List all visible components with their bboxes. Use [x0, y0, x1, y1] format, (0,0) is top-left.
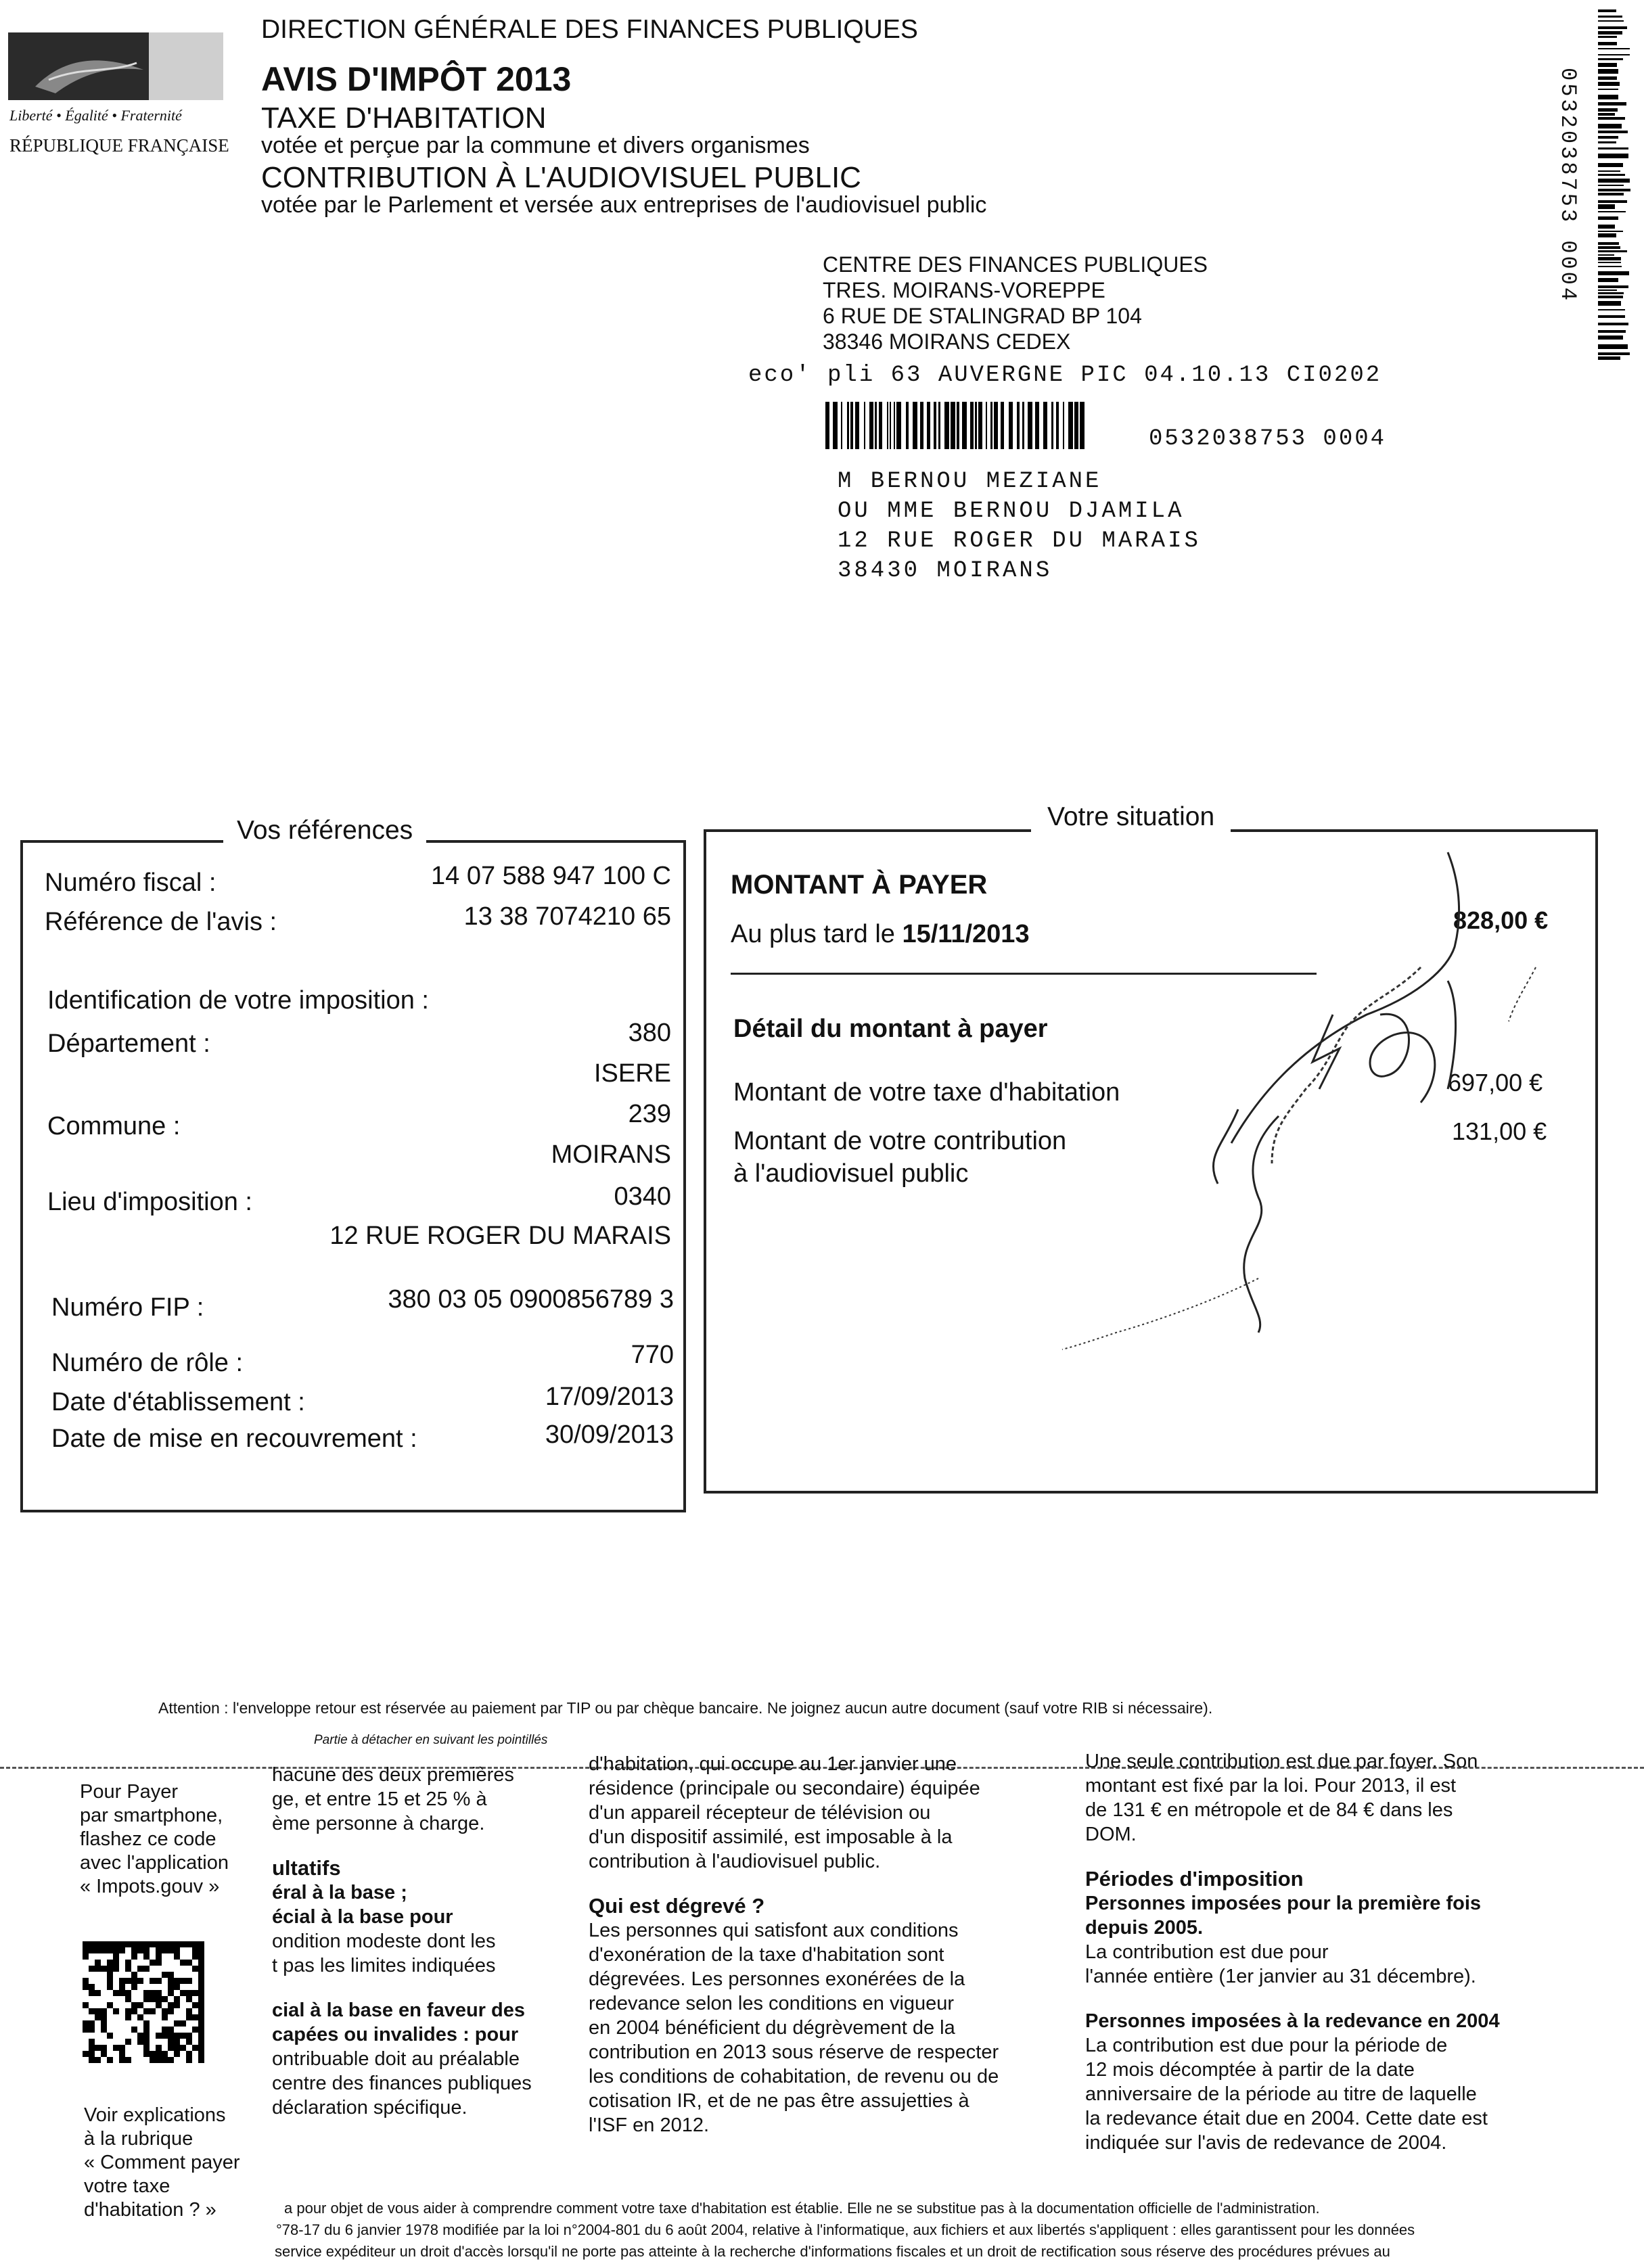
reference-avis-label: Référence de l'avis :	[45, 908, 277, 936]
col3-line: montant est fixé par la loi. Pour 2013, il est	[1085, 1775, 1457, 1797]
recipient-address	[838, 467, 1201, 586]
recipient-line: 12 RUE ROGER DU MARAIS	[838, 528, 1201, 554]
logo-republic: RÉPUBLIQUE FRANÇAISE	[9, 135, 229, 156]
col2-line: redevance selon les conditions en vigueur	[589, 1993, 955, 2014]
cap-value: 131,00 €	[1452, 1117, 1547, 1145]
recouvrement-value: 30/09/2013	[545, 1420, 674, 1449]
col3-line: la redevance était due en 2004. Cette date est	[1085, 2108, 1488, 2129]
col2-line: cotisation IR, et de ne pas être assujetties à	[589, 2090, 969, 2112]
col1-line: ème personne à charge.	[272, 1813, 485, 1834]
tax-title-2: CONTRIBUTION À L'AUDIOVISUEL PUBLIC	[261, 161, 861, 194]
fip-label: Numéro FIP :	[51, 1293, 204, 1322]
handwritten-signature	[1015, 846, 1583, 1360]
numero-fiscal-label: Numéro fiscal :	[45, 869, 216, 897]
reference-avis-value: 13 38 7074210 65	[463, 902, 671, 931]
col2-line: d'un appareil récepteur de télévision ou	[589, 1802, 931, 1824]
footer-line-2: °78-17 du 6 janvier 1978 modifiée par la loi n°2004-801 du 6 août 2004, relative à l'informatique, aux fichiers et aux libertés s'appliquent : elles garantissent pour les données	[276, 2221, 1415, 2238]
col1-line: centre des finances publiques	[272, 2073, 532, 2094]
pay-smartphone-text	[80, 1780, 283, 1899]
tax-subtitle-2: votée par le Parlement et versée aux entreprises de l'audiovisuel public	[261, 192, 987, 218]
column-1	[272, 1763, 570, 2120]
col3-subheading: Personnes imposées pour la première fois	[1085, 1893, 1482, 1914]
departement-name: ISERE	[593, 1059, 671, 1088]
col3-line: DOM.	[1085, 1824, 1137, 1845]
lieu-code: 0340	[614, 1182, 671, 1211]
sender-line: TRES. MOIRANS-VOREPPE	[823, 278, 1105, 302]
col3-line: La contribution est due pour	[1085, 1941, 1329, 1963]
departement-code: 380	[628, 1019, 671, 1047]
commune-code: 239	[628, 1100, 671, 1128]
col1-heading: ultatifs	[272, 1856, 341, 1880]
fip-value: 380 03 05 0900856789 3	[388, 1285, 674, 1314]
pay-line: avec l'application	[80, 1852, 229, 1874]
col2-line: Les personnes qui satisfont aux conditions	[589, 1920, 959, 1941]
tax-subtitle-1: votée et perçue par la commune et divers organismes	[261, 133, 810, 158]
side-barcode	[1598, 9, 1630, 361]
recipient-line: OU MME BERNOU DJAMILA	[838, 499, 1185, 524]
col3-subheading: Personnes imposées à la redevance en 2004	[1085, 2010, 1500, 2032]
deadline-date: 15/11/2013	[902, 920, 1030, 948]
th-value: 697,00 €	[1448, 1069, 1543, 1096]
tax-title-1: TAXE D'HABITATION	[261, 101, 547, 135]
footer-line-1: a pour objet de vous aider à comprendre comment votre taxe d'habitation est établie. Elle ne se substitue pas à la documentation officielle de l'administration.	[284, 2200, 1320, 2217]
logo-motto: Liberté • Égalité • Fraternité	[9, 107, 182, 124]
col1-line: éral à la base ;	[272, 1882, 407, 1903]
lieu-label: Lieu d'imposition :	[47, 1188, 252, 1216]
marianne-logo	[8, 32, 223, 100]
departement-label: Département :	[47, 1029, 210, 1058]
col3-subheading: depuis 2005.	[1085, 1917, 1204, 1939]
etablissement-label: Date d'établissement :	[51, 1388, 305, 1416]
explanations-text	[84, 2104, 287, 2222]
footer-line-3: service expéditeur un droit d'accès lorsqu'il ne porte pas atteinte à la recherche d'informations fiscales et un droit de rectification sous réserve des procédures prévues au	[275, 2243, 1390, 2260]
sender-address	[823, 252, 1208, 354]
recipient-line: M BERNOU MEZIANE	[838, 469, 1102, 494]
column-3	[1085, 1749, 1559, 2155]
explain-line: d'habitation ? »	[84, 2199, 216, 2221]
pay-line: « Impots.gouv »	[80, 1876, 220, 1897]
col3-line: de 131 € en métropole et de 84 € dans les	[1085, 1799, 1453, 1821]
pay-line: flashez ce code	[80, 1828, 216, 1850]
explain-line: à la rubrique	[84, 2128, 193, 2150]
col2-line: l'ISF en 2012.	[589, 2114, 710, 2136]
total-amount: 828,00 €	[1453, 906, 1549, 934]
col2-line: en 2004 bénéficient du dégrèvement de la	[589, 2017, 955, 2039]
lieu-address: 12 RUE ROGER DU MARAIS	[329, 1222, 671, 1250]
qr-code[interactable]	[83, 1941, 204, 2063]
attention-notice: Attention : l'enveloppe retour est réservée au paiement par TIP ou par chèque bancaire. Ne joignez aucun autre document (sauf votre RIB si nécessaire).	[158, 1699, 1213, 1717]
col2-line: dégrevées. Les personnes exonérées de la	[589, 1968, 965, 1990]
barcode-number: 0532038753 0004	[1149, 426, 1387, 452]
col1-line: déclaration spécifique.	[272, 2097, 467, 2119]
references-title: Vos références	[223, 816, 426, 846]
recipient-line: 38430 MOIRANS	[838, 558, 1053, 584]
col2-line: d'exonération de la taxe d'habitation sont	[589, 1944, 944, 1966]
col2-heading: Qui est dégrevé ?	[589, 1894, 765, 1918]
direction-title: DIRECTION GÉNÉRALE DES FINANCES PUBLIQUES	[261, 15, 918, 44]
role-value: 770	[631, 1341, 674, 1369]
detail-title: Détail du montant à payer	[733, 1015, 1048, 1043]
col3-line: 12 mois décomptée à partir de la date	[1085, 2059, 1415, 2081]
etablissement-value: 17/09/2013	[545, 1383, 674, 1411]
page-title: AVIS D'IMPÔT 2013	[261, 60, 572, 98]
col2-line: contribution à l'audiovisuel public.	[589, 1851, 881, 1872]
detach-notice: Partie à détacher en suivant les pointillés	[314, 1733, 548, 1747]
explain-line: « Comment payer	[84, 2152, 240, 2173]
col3-line: l'année entière (1er janvier au 31 décembre).	[1085, 1966, 1476, 1987]
numero-fiscal-value: 14 07 588 947 100 C	[431, 862, 671, 890]
identification-label: Identification de votre imposition :	[47, 986, 429, 1015]
ecopli-line: eco' pli 63 AUVERGNE PIC 04.10.13 CI0202	[748, 363, 1382, 388]
postal-barcode	[825, 402, 1082, 449]
col3-heading: Périodes d'imposition	[1085, 1867, 1304, 1891]
sender-line: CENTRE DES FINANCES PUBLIQUES	[823, 252, 1208, 277]
col2-line: d'habitation, qui occupe au 1er janvier une	[589, 1753, 957, 1775]
sender-line: 38346 MOIRANS CEDEX	[823, 329, 1071, 354]
col2-line: d'un dispositif assimilé, est imposable à la	[589, 1826, 953, 1848]
montant-title: MONTANT À PAYER	[731, 870, 988, 900]
col3-line: Une seule contribution est due par foyer. Son	[1085, 1751, 1478, 1772]
col1-line: t pas les limites indiquées	[272, 1955, 496, 1976]
sender-line: 6 RUE DE STALINGRAD BP 104	[823, 304, 1142, 328]
deadline-prefix: Au plus tard le	[731, 920, 903, 948]
cap-label-1: Montant de votre contribution	[733, 1127, 1067, 1155]
side-reference-number: 0532038753 0004	[1555, 68, 1580, 304]
role-label: Numéro de rôle :	[51, 1349, 244, 1377]
col1-line: ondition modeste dont les	[272, 1930, 496, 1952]
col3-line: indiquée sur l'avis de redevance de 2004.	[1085, 2132, 1447, 2154]
col2-line: résidence (principale ou secondaire) équipée	[589, 1778, 980, 1799]
col1-line: cial à la base en faveur des	[272, 1999, 525, 2021]
column-2	[589, 1752, 1062, 2137]
pay-line: par smartphone,	[80, 1805, 223, 1826]
col3-line: anniversaire de la période au titre de laquelle	[1085, 2083, 1477, 2105]
commune-label: Commune :	[47, 1112, 181, 1140]
explain-line: Voir explications	[84, 2104, 226, 2126]
col2-line: contribution en 2013 sous réserve de respecter	[589, 2041, 999, 2063]
commune-name: MOIRANS	[551, 1140, 671, 1169]
situation-title: Votre situation	[1031, 802, 1231, 832]
col1-line: capées ou invalides : pour	[272, 2024, 519, 2045]
col1-line: ontribuable doit au préalable	[272, 2048, 520, 2070]
cap-label-2: à l'audiovisuel public	[733, 1159, 969, 1188]
deadline-line	[731, 920, 1030, 949]
col2-line: les conditions de cohabitation, de revenu ou de	[589, 2066, 999, 2087]
th-label: Montant de votre taxe d'habitation	[733, 1078, 1120, 1107]
pay-line: Pour Payer	[80, 1781, 179, 1803]
col1-line: ge, et entre 15 et 25 % à	[272, 1788, 487, 1810]
col3-line: La contribution est due pour la période de	[1085, 2035, 1448, 2056]
col1-line: hacune des deux premières	[272, 1764, 514, 1786]
col1-line: écial à la base pour	[272, 1906, 453, 1928]
explain-line: votre taxe	[84, 2175, 170, 2197]
recouvrement-label: Date de mise en recouvrement :	[51, 1425, 417, 1453]
